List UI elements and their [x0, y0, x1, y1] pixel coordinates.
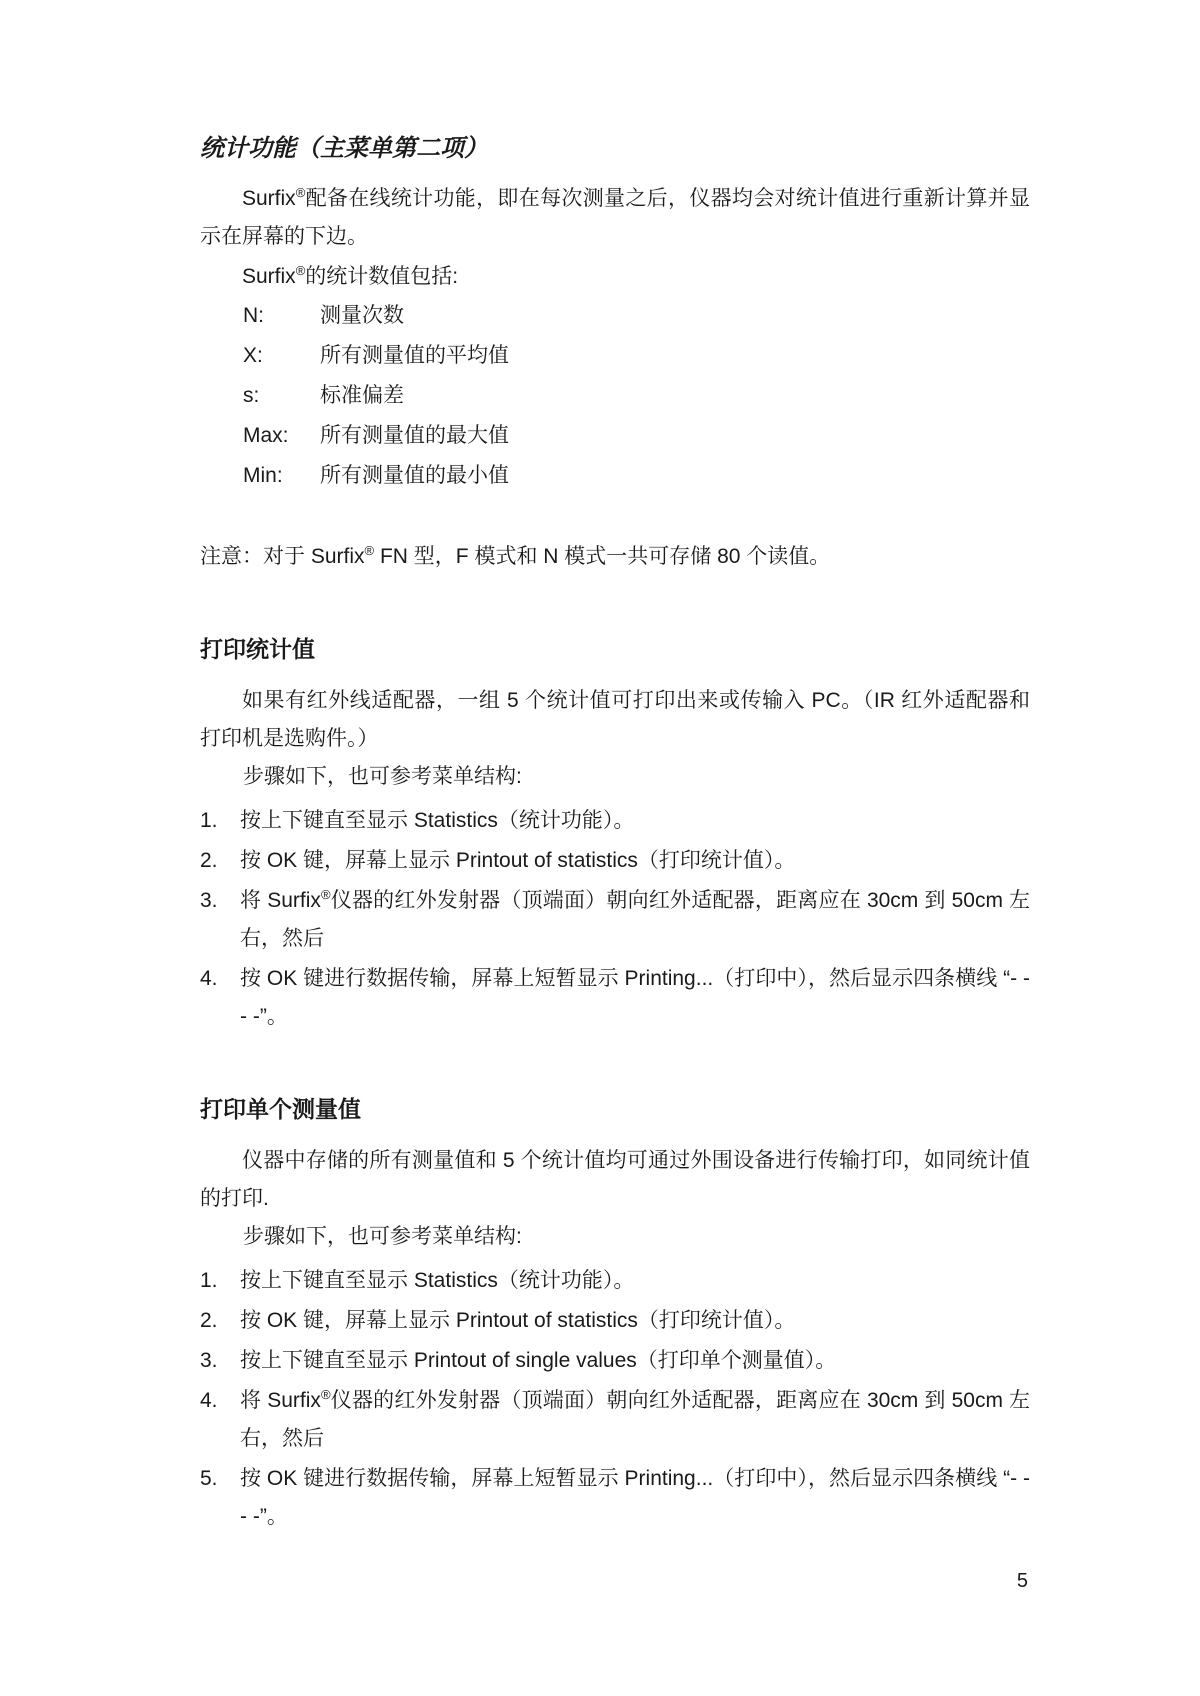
step-number: 3. [200, 889, 218, 912]
step-text: 按 OK 键，屏幕上显示 Printout of statistics（打印统计值）。 [240, 1309, 796, 1332]
step-number: 4. [200, 967, 218, 990]
paragraph-print-single-values: 仪器中存储的所有测量值和 5 个统计值均可通过外围设备进行传输打印，如同统计值的打印. [200, 1149, 1030, 1210]
stat-desc: 所有测量值的平均值 [320, 344, 509, 367]
step-text: 按 OK 键进行数据传输，屏幕上短暂显示 Printing...（打印中），然后显示四条横线 “- - - -”。 [240, 1467, 1030, 1528]
steps-intro: 步骤如下，也可参考菜单结构: [243, 1225, 522, 1248]
step-number: 2. [200, 849, 218, 872]
stat-label: Min: [243, 464, 283, 487]
statistics-list [243, 296, 1030, 496]
stat-label: Max: [243, 424, 289, 447]
step-item [200, 882, 1030, 958]
registered-trademark-icon: ® [295, 263, 306, 278]
section-heading-print-single-values: 打印单个测量值 [200, 1096, 361, 1122]
section-heading-statistics: 统计功能（主菜单第二项） [200, 135, 488, 162]
registered-trademark-icon: ® [295, 185, 306, 200]
paragraph-print-statistics: 如果有红外线适配器，一组 5 个统计值可打印出来或传输入 PC。（IR 红外适配器和打印机是选购件。） [200, 689, 1030, 750]
note-fn-model [200, 538, 1030, 576]
step-text: 按 OK 键，屏幕上显示 Printout of statistics（打印统计值）。 [240, 849, 796, 872]
step-number: 4. [200, 1389, 218, 1412]
step-text-pre: 将 [240, 889, 268, 912]
stat-desc: 测量次数 [320, 304, 404, 327]
paragraph-stats-include [200, 258, 1030, 296]
stat-desc: 所有测量值的最小值 [320, 464, 509, 487]
step-item [200, 802, 1030, 840]
stat-row [243, 336, 1030, 376]
paragraph-text: 的统计数值包括: [305, 265, 459, 288]
step-item [200, 1302, 1030, 1340]
step-text: 按上下键直至显示 Statistics（统计功能）。 [240, 809, 635, 832]
note-text: 注意：对于 [200, 545, 311, 568]
step-text: 按上下键直至显示 Printout of single values（打印单个测量值）。 [240, 1349, 837, 1372]
step-number: 2. [200, 1309, 218, 1332]
brand-name: Surfix [242, 265, 296, 288]
stat-desc: 标准偏差 [320, 384, 404, 407]
step-number: 3. [200, 1349, 218, 1372]
stat-label: N: [243, 304, 264, 327]
step-number: 1. [200, 1269, 218, 1292]
note-text: FN 型，F 模式和 N 模式一共可存储 80 个读值。 [374, 545, 831, 568]
registered-trademark-icon: ® [320, 887, 331, 902]
stat-row [243, 456, 1030, 496]
step-item [200, 1262, 1030, 1300]
registered-trademark-icon: ® [320, 1387, 331, 1402]
step-text [240, 882, 1030, 958]
step-text: 按上下键直至显示 Statistics（统计功能）。 [240, 1269, 635, 1292]
brand-name: Surfix [310, 545, 365, 568]
paragraph-statistics-intro [200, 180, 1030, 256]
stat-row [243, 376, 1030, 416]
step-item [200, 1460, 1030, 1536]
step-item [200, 1382, 1030, 1458]
step-number: 1. [200, 809, 218, 832]
stat-row [243, 416, 1030, 456]
step-text-pre: 将 [240, 1389, 268, 1412]
brand-name: Surfix [267, 889, 321, 912]
step-item [200, 960, 1030, 1036]
steps-list-print-single-values [200, 1262, 1030, 1536]
step-item [200, 842, 1030, 880]
step-text-post: 仪器的红外发射器（顶端面）朝向红外适配器，距离应在 30cm 到 50cm 左右，然后 [240, 1389, 1030, 1450]
stat-label: s: [243, 384, 260, 407]
step-number: 5. [200, 1467, 218, 1490]
steps-intro: 步骤如下，也可参考菜单结构: [243, 765, 522, 788]
page-number: 5 [1016, 1570, 1028, 1592]
paragraph-text: 配备在线统计功能，即在每次测量之后，仪器均会对统计值进行重新计算并显示在屏幕的下边。 [200, 187, 1030, 248]
section-heading-print-statistics: 打印统计值 [200, 636, 315, 662]
step-text-post: 仪器的红外发射器（顶端面）朝向红外适配器，距离应在 30cm 到 50cm 左右，然后 [240, 889, 1030, 950]
step-text: 按 OK 键进行数据传输，屏幕上短暂显示 Printing...（打印中），然后显示四条横线 “- - - -”。 [240, 967, 1030, 1028]
stat-desc: 所有测量值的最大值 [320, 424, 509, 447]
step-item [200, 1342, 1030, 1380]
brand-name: Surfix [267, 1389, 321, 1412]
step-text [240, 1382, 1030, 1458]
stat-label: X: [243, 344, 263, 367]
registered-trademark-icon: ® [364, 543, 375, 558]
stat-row [243, 296, 1030, 336]
brand-name: Surfix [242, 187, 296, 210]
steps-list-print-statistics [200, 802, 1030, 1036]
